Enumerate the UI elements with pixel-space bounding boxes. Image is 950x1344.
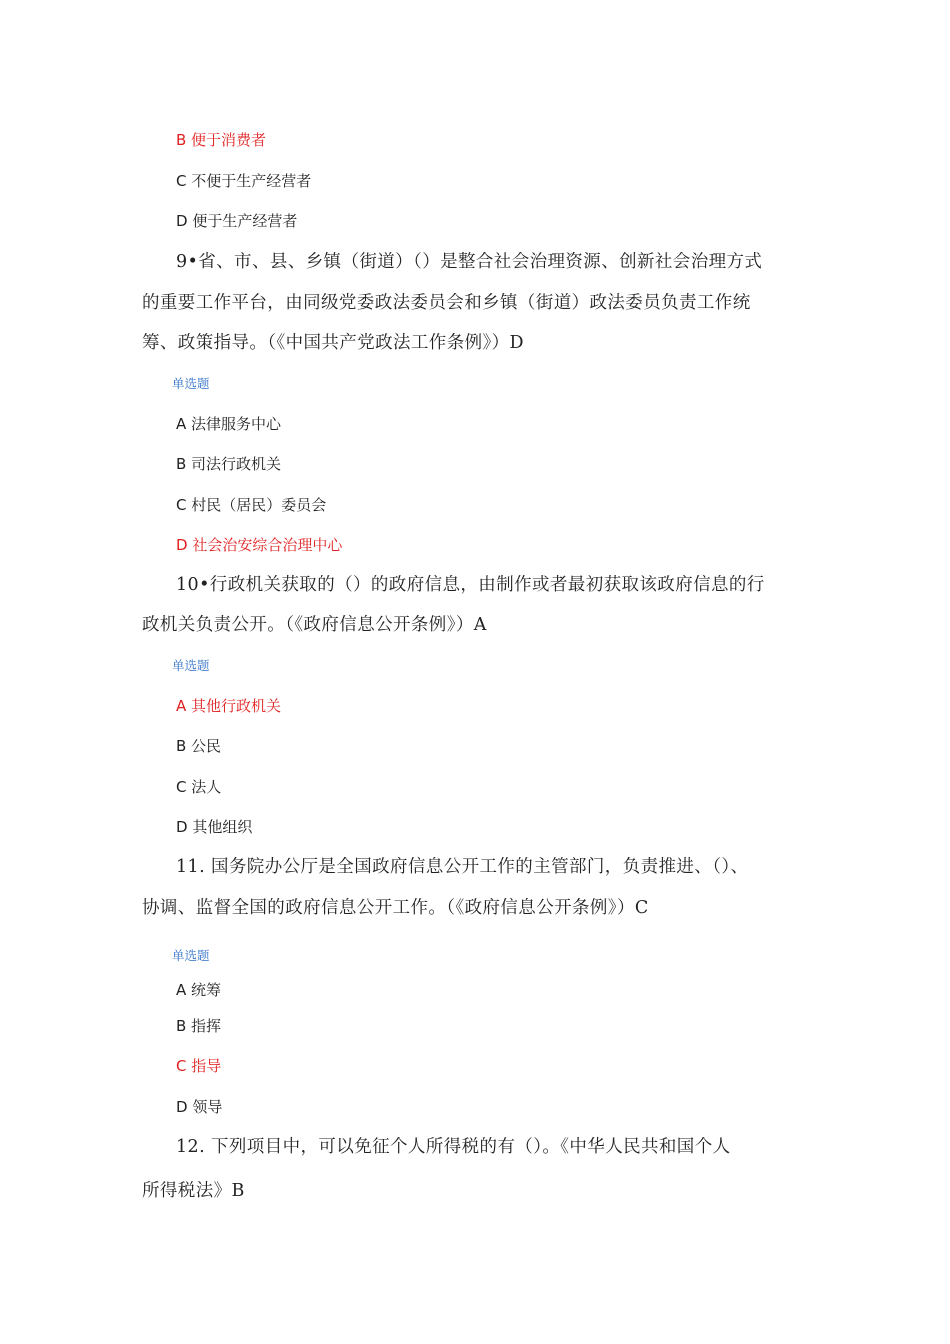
q12-text-line-2: 所得税法》B: [142, 1181, 245, 1201]
q10-text-line-2: 政机关负责公开。（《政府信息公开条例》）A: [142, 615, 487, 635]
q10-option-d: D 其他组织: [176, 818, 253, 836]
q9-text-line-1: 9•省、市、县、乡镇（街道）（）是整合社会治理资源、创新社会治理方式: [176, 252, 763, 272]
q11-option-b: B 指挥: [176, 1017, 222, 1035]
q9-type-tag: 单选题: [172, 376, 210, 391]
q10-option-a: A 其他行政机关: [176, 697, 282, 715]
q8-option-d: D 便于生产经营者: [176, 212, 298, 230]
q10-option-b: B 公民: [176, 737, 222, 755]
q11-option-d: D 领导: [176, 1098, 223, 1116]
q9-option-d: D 社会治安综合治理中心: [176, 536, 343, 554]
q11-type-tag: 单选题: [172, 948, 210, 963]
q12-text-line-1: 12. 下列项目中，可以免征个人所得税的有（）。《中华人民共和国个人: [176, 1137, 731, 1157]
q9-option-c: C 村民（居民）委员会: [176, 496, 327, 514]
q10-text-line-1: 10•行政机关获取的（）的政府信息，由制作或者最初获取该政府信息的行: [176, 575, 765, 595]
q11-option-c: C 指导: [176, 1057, 222, 1075]
q9-option-a: A 法律服务中心: [176, 415, 282, 433]
q10-type-tag: 单选题: [172, 658, 210, 673]
q11-text-line-2: 协调、监督全国的政府信息公开工作。（《政府信息公开条例》）C: [142, 898, 649, 918]
q9-text-line-3: 筹、政策指导。（《中国共产党政法工作条例》）D: [142, 333, 524, 353]
q11-option-a: A 统筹: [176, 981, 222, 999]
q9-option-b: B 司法行政机关: [176, 455, 282, 473]
q11-text-line-1: 11. 国务院办公厅是全国政府信息公开工作的主管部门，负责推进、（）、: [176, 857, 749, 877]
q8-option-b: B 便于消费者: [176, 131, 267, 149]
q9-text-line-2: 的重要工作平台，由同级党委政法委员会和乡镇（街道）政法委员负责工作统: [142, 293, 751, 313]
q10-option-c: C 法人: [176, 778, 222, 796]
q8-option-c: C 不便于生产经营者: [176, 172, 312, 190]
